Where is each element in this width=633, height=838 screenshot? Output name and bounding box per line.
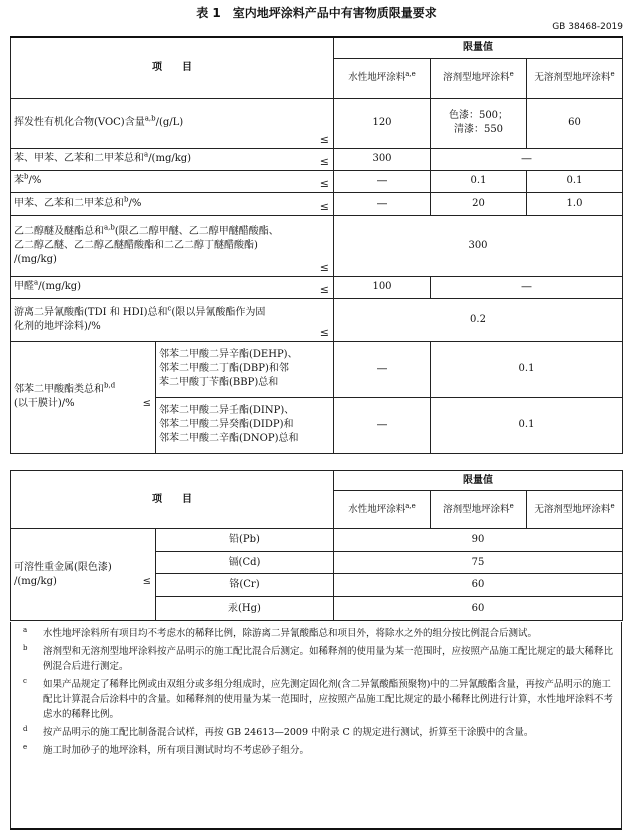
- standard-number: GB 38468-2019: [552, 22, 623, 32]
- metal-value: 90: [334, 529, 623, 552]
- header-col-solvent: 溶剂型地坪涂料$^e$: [431, 491, 527, 529]
- header-limit: 限量值: [334, 37, 623, 58]
- cell-water: 120: [334, 98, 431, 148]
- cell-solvent: 0.1: [431, 170, 527, 192]
- metal-value: 60: [334, 597, 623, 621]
- cell-water: —: [334, 341, 431, 397]
- metal-name: 汞(Hg): [156, 597, 334, 621]
- header-limit: 限量值: [334, 471, 623, 491]
- footnote: e 施工时加砂子的地坪涂料，所有项目测试时均不考虑砂子组分。: [23, 743, 310, 756]
- footnotes: [10, 622, 622, 830]
- header-col-solventless: 无溶剂型地坪涂料$^e$: [527, 58, 623, 98]
- table-row: [11, 98, 623, 148]
- footnote: d 按产品明示的施工配比制备混合试样，再按 GB 24613—2009 中附录 C 的规定进行测试，折算至干涂膜中的含量。: [23, 725, 534, 738]
- cell-solventless: 1.0: [527, 192, 623, 215]
- cell-solvent: 20: [431, 192, 527, 215]
- row-item: 苯、甲苯、乙苯和二甲苯总和$^a$/(mg/kg) ≤: [11, 148, 334, 170]
- cell-solventless: 0.1: [527, 170, 623, 192]
- metal-name: 铅(Pb): [156, 529, 334, 552]
- metal-name: 铬(Cr): [156, 574, 334, 597]
- header-col-solvent: 溶剂型地坪涂料$^e$: [431, 58, 527, 98]
- row-item: 挥发性有机化合物(VOC)含量$^{a,b}$/(g/L) ≤: [11, 98, 334, 148]
- cell-solventless: 60: [527, 98, 623, 148]
- table-row: [11, 341, 623, 397]
- metal-name: 镉(Cd): [156, 552, 334, 574]
- row-group-heavy-metals: 可溶性重金属(限色漆) /(mg/kg) ≤: [11, 529, 156, 621]
- header-item: 项 目: [11, 37, 334, 98]
- cell-water: —: [334, 192, 431, 215]
- metal-value: 75: [334, 552, 623, 574]
- row-item: 甲苯、乙苯和二甲苯总和$^b$/% ≤: [11, 192, 334, 215]
- header-col-water: 水性地坪涂料$^{a,e}$: [334, 491, 431, 529]
- row-item: 甲醛$^a$/(mg/kg) ≤: [11, 276, 334, 298]
- cell-value: 300: [334, 215, 623, 276]
- cell-value: 0.1: [431, 397, 623, 453]
- header-item: 项 目: [11, 471, 334, 529]
- footnote: a 水性地坪涂料所有项目均不考虑水的稀释比例，除游离二异氰酸酯总和项目外，将除水之外的组分按比例混合后测试。: [23, 626, 538, 639]
- footnote: b 溶剂型和无溶剂型地坪涂料按产品明示的施工配比混合后测定。如稀释剂的使用量为某一范围时，应按照产品施工配比规定的最大稀释比例混合后进行测定。: [23, 644, 614, 672]
- row-item: 苯$^b$/% ≤: [11, 170, 334, 192]
- table-title: 表 1 室内地坪涂料产品中有害物质限量要求: [196, 6, 437, 20]
- cell-water: 300: [334, 148, 431, 170]
- table-row: [11, 529, 623, 552]
- row-item: 乙二醇醚及醚酯总和$^{a,b}$(限乙二醇甲醚、乙二醇甲醚醋酸酯、 乙二醇乙醚、乙二醇乙醚醋酸酯和二乙二醇丁醚醋酸酯) /(mg/kg) ≤: [11, 215, 334, 276]
- table-row: [11, 215, 623, 276]
- table-row: [11, 148, 623, 170]
- cell-solvent: 色漆：500； 清漆：550: [431, 98, 527, 148]
- table-row: [11, 298, 623, 341]
- cell-rest: —: [431, 148, 623, 170]
- header-col-solventless: 无溶剂型地坪涂料$^e$: [527, 491, 623, 529]
- cell-value: 0.2: [334, 298, 623, 341]
- cell-water: —: [334, 397, 431, 453]
- table-row: [11, 276, 623, 298]
- row-subitem: 邻苯二甲酸二异壬酯(DINP)、 邻苯二甲酸二异癸酯(DIDP)和 邻苯二甲酸二辛酯(DNOP)总和: [156, 397, 334, 453]
- limits-table: [10, 36, 623, 454]
- heavy-metals-table: [10, 470, 623, 621]
- header-col-water: 水性地坪涂料$^{a,e}$: [334, 58, 431, 98]
- row-subitem: 邻苯二甲酸二异辛酯(DEHP)、 邻苯二甲酸二丁酯(DBP)和邻 苯二甲酸丁苄酯(BBP)总和: [156, 341, 334, 397]
- cell-water: —: [334, 170, 431, 192]
- row-item: 游离二异氰酸酯(TDI 和 HDI)总和$^c$(限以异氰酸酯作为固 化剂的地坪涂料)/% ≤: [11, 298, 334, 341]
- table-row: [11, 170, 623, 192]
- cell-rest: —: [431, 276, 623, 298]
- footnote: c 如果产品规定了稀释比例或由双组分或多组分组成时，应先测定固化剂(含二异氰酸酯预聚物)中的二异氰酸酯含量，再按产品明示的施工配比计算混合后涂料中的含量。如稀释剂的使用量为某一范围时，应按照产品施工配比规定的最小稀释比例进行计算，水性地坪涂料不考虑水的稀释比例。: [23, 677, 614, 720]
- cell-water: 100: [334, 276, 431, 298]
- row-group-phthalates: 邻苯二甲酸酯类总和$^{b,d}$ (以干膜计)/% ≤: [11, 341, 156, 453]
- metal-value: 60: [334, 574, 623, 597]
- cell-value: 0.1: [431, 341, 623, 397]
- table-row: [11, 192, 623, 215]
